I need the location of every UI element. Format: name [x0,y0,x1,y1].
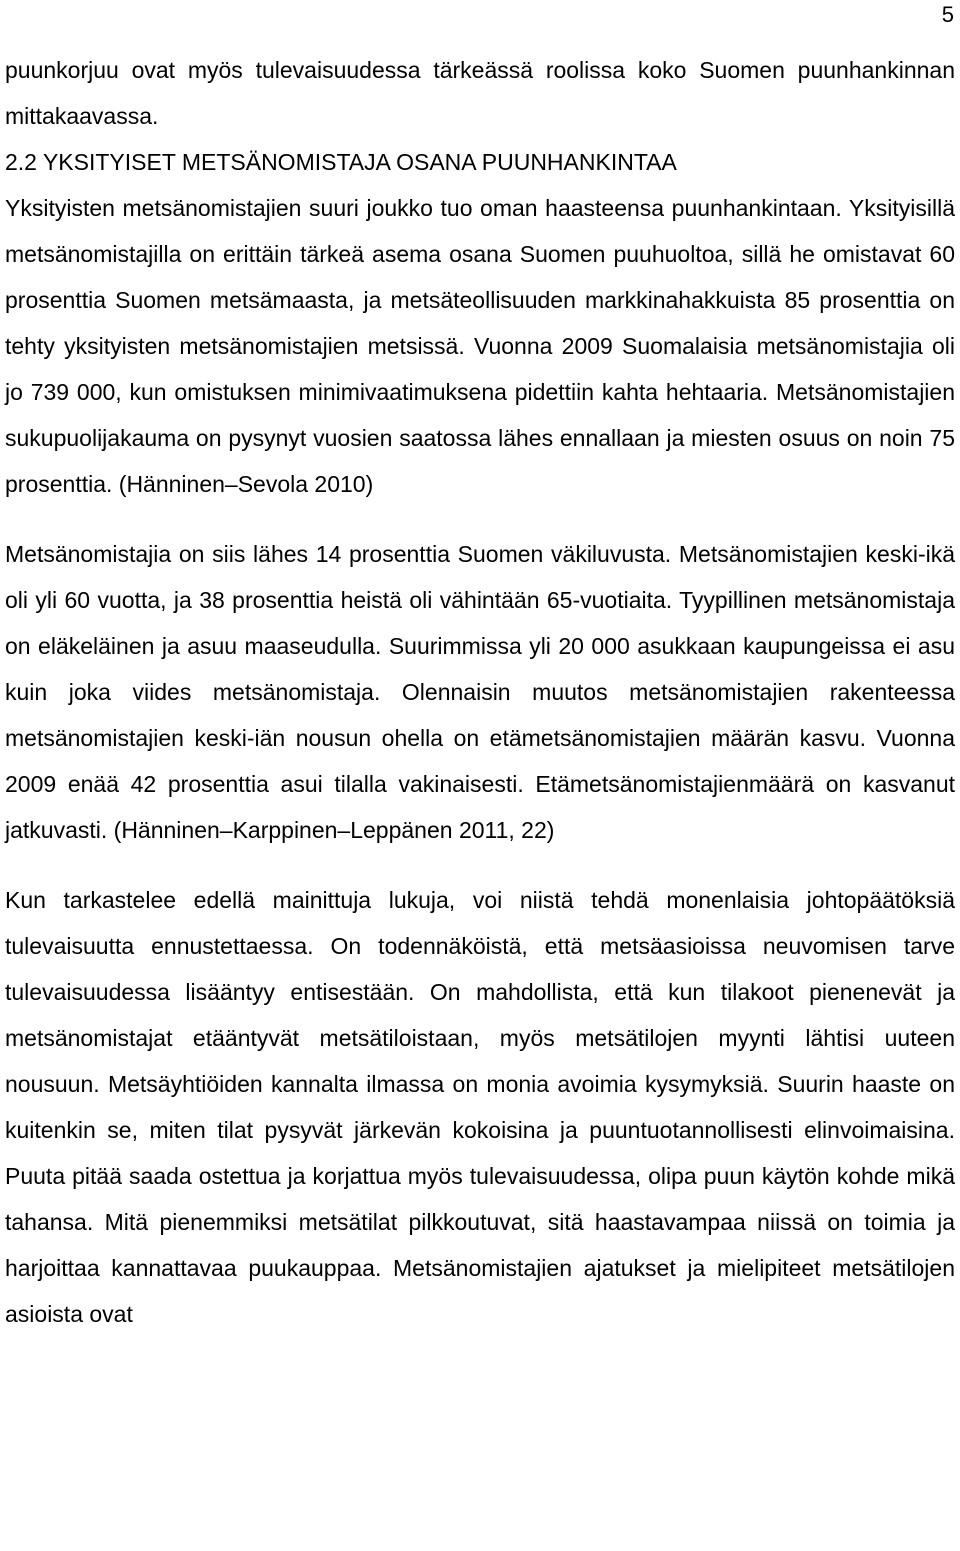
section-heading: 2.2 YKSITYISET METSÄNOMISTAJA OSANA PUUNHANKINTAA [5,149,677,175]
paragraph-johtopaatokset: Kun tarkastelee edellä mainittuja lukuja, voi niistä tehdä monenlaisia johtopäätöksiä tulevaisuutta ennustettaessa. On todennäköistä, että metsäasioissa neuvomisen tarve tulevaisuudessa lisääntyy entisestään. On mahdollista, että kun tilakoot pienenevät ja metsänomistajat etääntyvät metsätiloistaan, myös metsätilojen myynti lähtisi uuteen nousuun. Metsäyhtiöiden kannalta ilmassa on monia avoimia kysymyksiä. Suurin haaste on kuitenkin se, miten tilat pysyvät järkevän kokoisina ja puuntuotannollisesti elinvoimaisina. Puuta pitää saada ostettua ja korjattua myös tulevaisuudessa, olipa puun käytön kohde mikä tahansa. Mitä pienemmiksi metsätilat pilkkoutuvat, sitä haastavampaa niissä on toimia ja harjoittaa kannattavaa puukauppaa. Metsänomistajien ajatukset ja mielipiteet metsätilojen asioista ovat [5,887,955,1327]
paragraph-ikarakenne: Metsänomistajia on siis lähes 14 prosenttia Suomen väkiluvusta. Metsänomistajien keski-ikä oli yli 60 vuotta, ja 38 prosenttia heistä oli vähintään 65-vuotiaita. Tyypillinen metsänomistaja on eläkeläinen ja asuu maaseudulla. Suurimmissa yli 20 000 asukkaan kaupungeissa ei asu kuin joka viides metsänomistaja. Olennaisin muutos metsänomistajien rakenteessa metsänomistajien keski-iän nousun ohella on etämetsänomistajien määrän kasvu. Vuonna 2009 enää 42 prosenttia asui tilalla vakinaisesti. Etämetsänomistajienmäärä on kasvanut jatkuvasti. (Hänninen–Karppinen–Leppänen 2011, 22) [5,541,955,843]
page-number: 5 [941,2,954,27]
document-body [5,47,955,1337]
paragraph-metsanomistajat: Yksityisten metsänomistajien suuri joukko tuo oman haasteensa puunhankintaan. Yksityisillä metsänomistajilla on erittäin tärkeä asema osana Suomen puuhuoltoa, sillä he omistavat 60 prosenttia Suomen metsämaasta, ja metsäteollisuuden markkinahakkuista 85 prosenttia on tehty yksityisten metsänomistajien metsissä. Vuonna 2009 Suomalaisia metsänomistajia oli jo 739 000, kun omistuksen minimivaatimuksena pidettiin kahta hehtaaria. Metsänomistajien sukupuolijakauma on pysynyt vuosien saatossa lähes ennallaan ja miesten osuus on noin 75 prosenttia. (Hänninen–Sevola 2010) [5,195,955,497]
intro-paragraph: puunkorjuu ovat myös tulevaisuudessa tärkeässä roolissa koko Suomen puunhankinnan mittakaavassa. [5,57,955,129]
